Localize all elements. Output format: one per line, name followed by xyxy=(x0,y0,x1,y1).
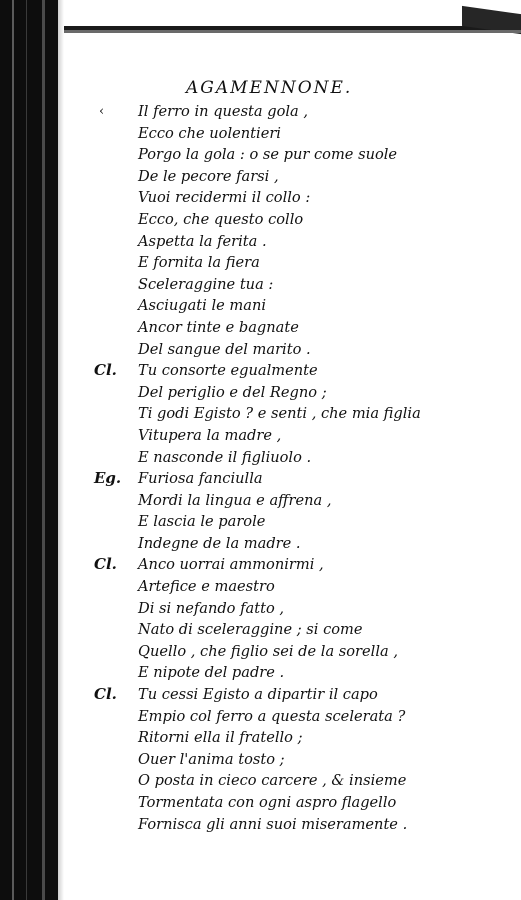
top-scan-edge xyxy=(0,0,521,30)
verse-line-text: Del sangue del marito . xyxy=(138,340,311,358)
verse-line xyxy=(0,382,521,404)
verse-line xyxy=(0,792,521,814)
margin-mark: ‹ xyxy=(99,104,105,119)
verse-line-text: Del periglio e del Regno ; xyxy=(138,383,327,401)
verse-line xyxy=(0,814,521,836)
verse-line xyxy=(0,554,521,576)
verse-line-text: Vuoi recidermi il collo : xyxy=(138,189,311,207)
verse-line-text: O posta in cieco carcere , & insieme xyxy=(138,772,407,790)
verse-line xyxy=(0,360,521,382)
verse-line xyxy=(0,403,521,425)
verse-line-text: Sceleraggine tua : xyxy=(138,275,274,293)
verse-text xyxy=(0,101,521,835)
verse-line-text: Indegne de la madre . xyxy=(138,534,301,552)
verse-line-text: Empio col ferro a questa scelerata ? xyxy=(138,707,406,725)
verse-line xyxy=(0,123,521,145)
verse-line xyxy=(0,533,521,555)
verse-line xyxy=(0,490,521,512)
verse-line-text: E fornita la fiera xyxy=(138,254,260,272)
verse-line-text: Tormentata con ogni aspro flagello xyxy=(138,794,397,811)
verse-line-text: Ancor tinte e bagnate xyxy=(138,318,299,336)
verse-line xyxy=(0,468,521,490)
verse-line xyxy=(0,274,521,296)
verse-line-text: Vitupera la madre , xyxy=(138,426,282,444)
verse-line xyxy=(0,749,521,771)
verse-line xyxy=(0,641,521,663)
verse-line-text: Tu cessi Egisto a dipartir il capo xyxy=(138,686,378,704)
verse-line-text: Il ferro in questa gola , xyxy=(138,103,309,120)
speaker-label: Cl. xyxy=(94,361,117,380)
verse-line xyxy=(0,317,521,339)
verse-line-text: Mordi la lingua e affrena , xyxy=(138,491,332,509)
verse-line xyxy=(0,727,521,749)
verse-line-text: Asciugati le mani xyxy=(138,297,267,315)
verse-line xyxy=(0,425,521,447)
top-edge-streak xyxy=(60,30,521,33)
verse-line-text: E nipote del padre . xyxy=(138,664,285,682)
verse-line xyxy=(0,339,521,361)
running-header: AGAMENNONE. xyxy=(186,78,353,98)
verse-line-text: Aspetta la ferita . xyxy=(138,232,267,250)
verse-line xyxy=(0,511,521,533)
verse-line xyxy=(0,770,521,792)
verse-line xyxy=(0,166,521,188)
verse-line xyxy=(0,447,521,469)
speaker-label: Cl. xyxy=(94,685,117,704)
verse-line-text: De le pecore farsi , xyxy=(138,167,279,185)
verse-line xyxy=(0,144,521,166)
verse-line-text: E lascia le parole xyxy=(138,513,266,531)
speaker-label: Cl. xyxy=(94,555,117,574)
verse-line-text: Porgo la gola : o se pur come suole xyxy=(138,146,398,164)
verse-line xyxy=(0,231,521,253)
verse-line-text: Furiosa fanciulla xyxy=(138,470,263,488)
verse-line xyxy=(0,684,521,706)
speaker-label: Eg. xyxy=(94,469,122,488)
verse-line xyxy=(0,662,521,684)
verse-line-text: Quello , che figlio sei de la sorella , xyxy=(138,642,398,660)
verse-line-text: Ti godi Egisto ? e senti , che mia figlia xyxy=(138,405,421,423)
verse-line xyxy=(0,706,521,728)
verse-line xyxy=(0,295,521,317)
verse-line-text: Ecco, che questo collo xyxy=(138,210,304,228)
verse-line-text: Ouer l'anima tosto ; xyxy=(138,750,285,768)
verse-line-text: Nato di sceleraggine ; si come xyxy=(138,621,363,639)
verse-line-text: Di si nefando fatto , xyxy=(138,599,285,617)
verse-line xyxy=(0,252,521,274)
verse-line xyxy=(0,101,521,123)
verse-line xyxy=(0,619,521,641)
verse-line-text: Artefice e maestro xyxy=(138,578,275,596)
verse-line-text: Fornisca gli anni suoi miseramente . xyxy=(138,815,408,833)
verse-line-text: Ritorni ella il fratello ; xyxy=(138,729,303,747)
verse-line xyxy=(0,598,521,620)
verse-line-text: Ecco che uolentieri xyxy=(138,124,281,142)
verse-line xyxy=(0,576,521,598)
verse-line xyxy=(0,187,521,209)
verse-line xyxy=(0,209,521,231)
verse-line-text: E nasconde il figliuolo . xyxy=(138,448,312,466)
verse-line-text: Tu consorte egualmente xyxy=(138,362,318,380)
verse-line-text: Anco uorrai ammonirmi , xyxy=(138,556,324,574)
